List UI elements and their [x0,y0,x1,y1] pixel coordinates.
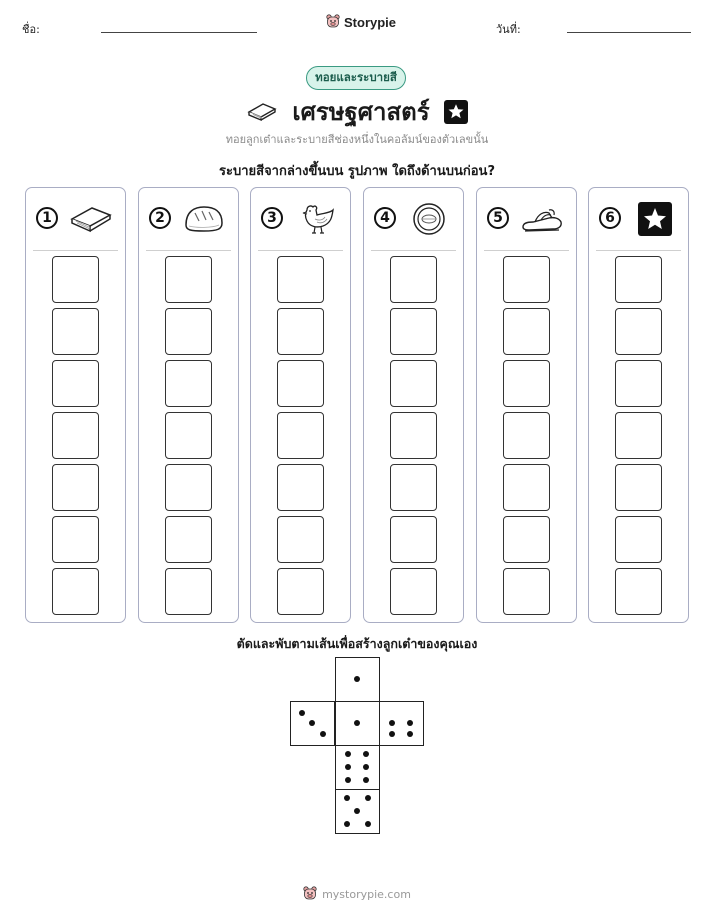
die-face [290,701,335,746]
name-line[interactable] [101,32,257,33]
die-face [335,657,380,702]
color-cell[interactable] [503,568,550,615]
pig-mascot-icon [326,14,340,30]
die-face [335,789,380,834]
column-divider [258,250,343,251]
name-label: ชื่อ: [22,23,40,36]
color-cell[interactable] [277,360,324,407]
title-row [0,92,714,131]
die-pip [365,821,371,827]
die-pip [389,731,395,737]
column-4 [363,187,464,623]
die-face [379,701,424,746]
die-pip [345,777,351,783]
column-header [477,188,576,250]
column-5 [476,187,577,623]
brand-name: Storypie [344,14,397,30]
color-cell[interactable] [390,256,437,303]
die-pip [320,731,326,737]
column-2 [138,187,239,623]
color-cell[interactable] [390,360,437,407]
die-pip [344,821,350,827]
footer [0,886,714,902]
book-icon [246,100,278,124]
color-cell[interactable] [52,308,99,355]
die-pip [354,720,360,726]
color-cell[interactable] [615,256,662,303]
color-cell[interactable] [165,308,212,355]
color-cell[interactable] [615,412,662,459]
color-cell[interactable] [165,256,212,303]
die-pip [407,731,413,737]
die-pip [299,710,305,716]
bread-icon [181,201,227,237]
column-header [364,188,463,250]
activity-badge: ทอยและระบายสี [306,66,406,90]
color-cell[interactable] [390,568,437,615]
color-cell[interactable] [165,568,212,615]
color-cell[interactable] [277,464,324,511]
column-number: 3 [261,207,283,229]
color-cell[interactable] [615,464,662,511]
sandal-icon [519,201,565,237]
column-divider [33,250,118,251]
die-pip [363,764,369,770]
brand-logo [326,14,396,30]
die-pip [365,795,371,801]
color-cell[interactable] [165,360,212,407]
color-cell[interactable] [165,412,212,459]
color-cell[interactable] [52,516,99,563]
question-text: ระบายสีจากล่างขึ้นบน รูปภาพ ใดถึงด้านบนก่อน? [219,164,495,179]
column-6 [588,187,689,623]
die-pip [363,777,369,783]
color-cell[interactable] [503,256,550,303]
column-header [589,188,688,250]
color-cell[interactable] [615,568,662,615]
column-number: 1 [36,207,58,229]
color-cell[interactable] [165,516,212,563]
color-cell[interactable] [52,464,99,511]
column-divider [146,250,231,251]
die-face [335,745,380,790]
star-icon [631,201,677,237]
color-cell[interactable] [390,464,437,511]
color-cell[interactable] [52,568,99,615]
page-title: เศรษฐศาสตร์ [292,98,430,126]
cut-instruction: ตัดและพับตามเส้นเพื่อสร้างลูกเต๋าของคุณเอง [236,636,478,651]
color-cell[interactable] [390,412,437,459]
color-cell[interactable] [503,412,550,459]
color-cell[interactable] [277,516,324,563]
color-cell[interactable] [52,412,99,459]
die-pip [345,764,351,770]
column-header [26,188,125,250]
column-number: 6 [599,207,621,229]
column-divider [596,250,681,251]
book-icon [68,201,114,237]
pig-mascot-icon [303,886,317,902]
color-cell[interactable] [503,308,550,355]
star-icon [444,100,468,124]
color-cell[interactable] [615,360,662,407]
die-pip [354,676,360,682]
footer-url: mystorypie.com [322,887,411,901]
color-cell[interactable] [277,568,324,615]
die-pip [407,720,413,726]
chicken-icon [293,201,339,237]
color-cell[interactable] [277,412,324,459]
color-cell[interactable] [277,308,324,355]
color-cell[interactable] [615,516,662,563]
color-cell[interactable] [615,308,662,355]
color-cell[interactable] [390,308,437,355]
column-number: 5 [487,207,509,229]
column-1 [25,187,126,623]
die-pip [354,808,360,814]
column-number: 2 [149,207,171,229]
color-cell[interactable] [165,464,212,511]
column-header [251,188,350,250]
column-3 [250,187,351,623]
color-cell[interactable] [52,360,99,407]
column-header [139,188,238,250]
color-cell[interactable] [277,256,324,303]
die-face [335,701,380,746]
die-pip [345,751,351,757]
column-divider [371,250,456,251]
die-pip [363,751,369,757]
die-pip [389,720,395,726]
color-cell[interactable] [503,516,550,563]
date-label: วันที่: [496,23,521,36]
color-cell[interactable] [503,464,550,511]
column-divider [484,250,569,251]
coin-icon [406,201,452,237]
color-cell[interactable] [503,360,550,407]
date-line[interactable] [567,32,691,33]
die-pip [309,720,315,726]
color-cell[interactable] [52,256,99,303]
instructions-subtitle: ทอยลูกเต๋าและระบายสีช่องหนึ่งในคอลัมน์ของตัวเลขนั้น [225,133,489,146]
die-pip [344,795,350,801]
color-cell[interactable] [390,516,437,563]
column-number: 4 [374,207,396,229]
